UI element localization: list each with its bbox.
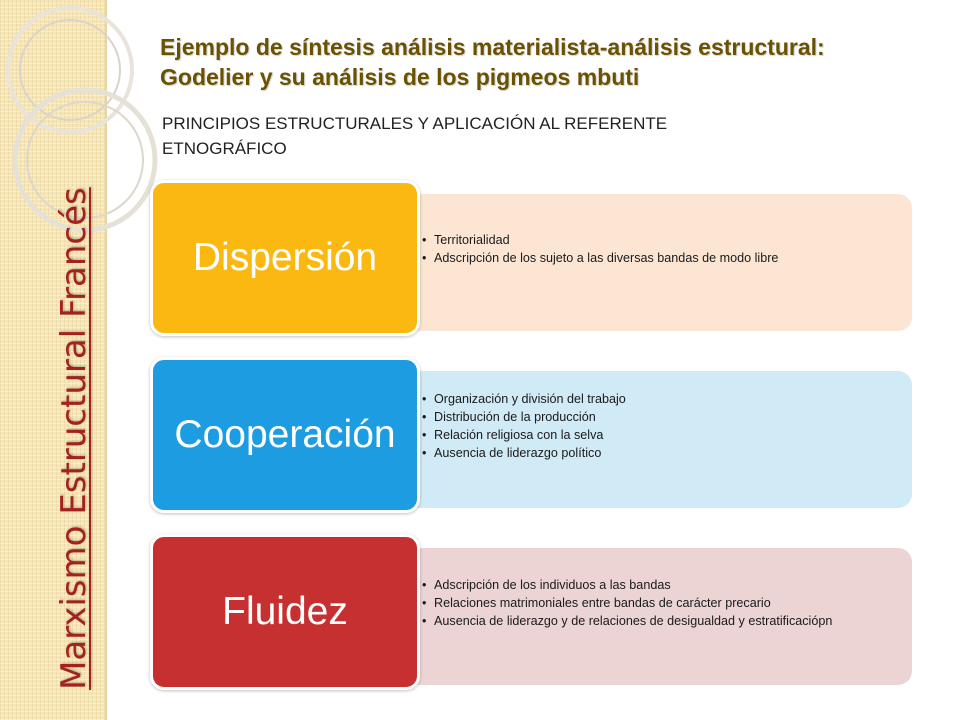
slide-title [160,32,940,92]
bullet-item: • Adscripción de los sujeto a las diversas bandas de modo libre [422,249,902,267]
bullet-item: • Distribución de la producción [422,408,902,426]
slide-subtitle [162,111,842,161]
principle-block: Dispersión [150,180,420,336]
subtitle-line-2: ETNOGRÁFICO [162,139,287,158]
bullet-item: • Territorialidad [422,231,902,249]
principle-row-fluidez [150,534,914,690]
principle-bullet-list [422,534,902,671]
bullet-item: • Ausencia de liderazgo político [422,444,902,462]
bullet-item: • Organización y división del trabajo [422,390,902,408]
slide-title-line-2: Godelier y su análisis de los pigmeos mbuti [160,64,640,90]
principle-block: Fluidez [150,534,420,690]
bullet-item: • Ausencia de liderazgo y de relaciones de desigualdad y estratificaciópn [422,612,902,630]
principle-row-dispersion [150,180,914,336]
subtitle-line-1: PRINCIPIOS ESTRUCTURALES Y APLICACIÓN AL REFERENTE [162,114,668,133]
sidebar-title: Marxismo Estructural Francés [54,187,94,690]
principle-bullet-list [422,357,902,494]
bullet-item: • Adscripción de los individuos a las bandas [422,576,902,594]
principle-block: Cooperación [150,357,420,513]
slide-title-line-1: Ejemplo de síntesis análisis materialista-análisis estructural: [160,34,825,60]
principle-bullet-list [422,180,902,317]
bullet-item: • Relaciones matrimoniales entre bandas de carácter precario [422,594,902,612]
principle-row-cooperacion [150,357,914,513]
bullet-item: • Relación religiosa con la selva [422,426,902,444]
